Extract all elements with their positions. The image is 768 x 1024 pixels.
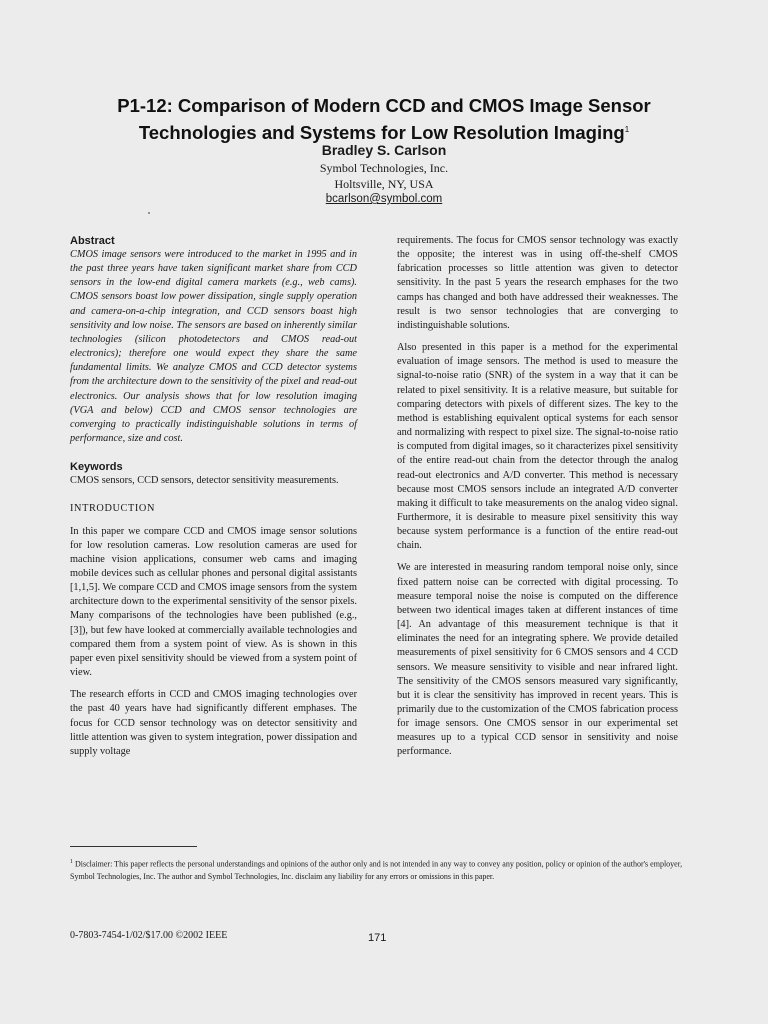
author-affiliation	[0, 161, 768, 208]
footnote-marker: 1	[70, 859, 73, 865]
footnote-rule	[70, 846, 197, 847]
author-organization: Symbol Technologies, Inc.	[319, 161, 449, 175]
author-name: Bradley S. Carlson	[321, 142, 447, 158]
title-footnote-marker: 1	[624, 125, 630, 134]
introduction-paragraph-2: The research efforts in CCD and CMOS imaging technologies over the past 40 years have had significantly different emphases. The focus for CCD sensor technology was on detector sensitivity and little attention was given to system integration, power dissipation and supply voltage	[70, 689, 357, 757]
abstract-heading: Abstract	[70, 235, 115, 247]
author-email: bcarlson@symbol.com	[325, 193, 443, 205]
right-column	[397, 234, 678, 760]
paper-title	[40, 94, 728, 145]
title-line-2: Technologies and Systems for Low Resolution Imaging$^1$	[138, 122, 630, 144]
title-line-1: P1-12: Comparison of Modern CCD and CMOS Image Sensor	[117, 95, 651, 116]
copyright-line: 0-7803-7454-1/02/$17.00 ©2002 IEEE	[70, 930, 228, 941]
page-number: 171	[368, 932, 387, 944]
keywords-heading: Keywords	[70, 461, 123, 474]
abstract-text: CMOS image sensors were introduced to the market in 1995 and in the past three years have taken significant market share from CCD sensors in the low-end digital camera markets (e.g., web cams). CMOS sensors boast low power dissipation, single supply operation and camera-on-a-chip integration, and CCD sensors boast high sensitivity and low noise. The sensors are based on inherently similar technologies (silicon photodetectors and CMOS read-out electronics); therefore one would expect they share the same fundamental limits. We analyze CMOS and CCD detector systems from the architecture down to the sensitivity of the pixel and read-out electronics. Our analysis shows that for low resolution imaging (VGA and below) CCD and CMOS sensor technologies are converging to practically indistinguishable solutions in terms of performance, size and cost.	[70, 249, 357, 445]
scan-speck	[148, 212, 150, 214]
left-column	[70, 234, 357, 759]
right-paragraph-3: We are interested in measuring random temporal noise only, since fixed pattern noise can be corrected with digital processing. To measure temporal noise the noise is computed on the difference between two identical images taken at different instances of time [4]. An advantage of this measurement technique is that it eliminates the need for an integrating sphere. We provide detailed measurements of pixel sensitivity for 6 CMOS sensors and 4 CCD sensors. We measure sensitivity to visible and near infrared light. The sensitivity of the CMOS sensors measured vary significantly, but it is clear the sensitivity has improved in recent years. This is primarily due to the customization of the CMOS fabrication process for image sensors. One CMOS sensor in our experimental set measures up to a typical CCD sensor in sensitivity and noise performance.	[397, 562, 678, 758]
footnote-text: Disclaimer: This paper reflects the personal understandings and opinions of the author only and is not intended in any way to convey any position, policy or opinion of the author's employer, Symbol Technologies, Inc. The author and Symbol Technologies, Inc. disclaim any liability for any errors or omissions in this paper.	[70, 859, 683, 881]
introduction-paragraph-1: In this paper we compare CCD and CMOS image sensor solutions for low resolution cameras. Low resolution cameras are used for machine vision applications, consumer web cams and imaging mobile devices such as cellular phones and personal digital assistants [1,1,5]. We compare CCD and CMOS image sensors from the system architecture down to the experimental sensitivity of the sensor pixels. Many comparisons of the technologies have been published (e.g., [3]), but few have looked at commercially available technologies and compared them from a system point of view. As is shown in this paper even pixel sensitivity should be viewed from a system point of view.	[70, 525, 357, 679]
keywords-text: CMOS sensors, CCD sensors, detector sensitivity measurements.	[70, 475, 339, 487]
right-paragraph-2: Also presented in this paper is a method for the experimental evaluation of image sensors. The method is used to measure the signal-to-noise ratio (SNR) of the system in a way that it can be related to pixel sensitivity. It is a relative measure, but suitable for comparing detectors with pixels of different sizes. The key to the method is establishing equivalent optical systems for each sensor and normalizing with respect to pixel size. The signal-to-noise ratio is computed from digital images, so it characterizes pixel sensitivity of the entire read-out chain from the detector through the analog read-out electronics and A/D converter. This method is necessary because most CMOS sensors include an integrated A/D converter making it difficult to take measurements on the analog video signal. Furthermore, it is desirable to measure pixel sensitivity this way because system performance is a function of the entire read-out chain.	[397, 342, 678, 552]
right-paragraph-1: requirements. The focus for CMOS sensor technology was exactly the opposite; the interest was in using off-the-shelf CMOS fabrication processes so little attention was given to detector sensitivity. In the past 5 years the research emphases for the two camps has changed and both have addressed their weaknesses. The result is two sensor technologies that are converging to indistinguishable solutions.	[397, 235, 678, 331]
introduction-heading: INTRODUCTION	[70, 503, 155, 515]
footnote	[70, 856, 706, 883]
author-location: Holtsville, NY, USA	[334, 176, 434, 191]
